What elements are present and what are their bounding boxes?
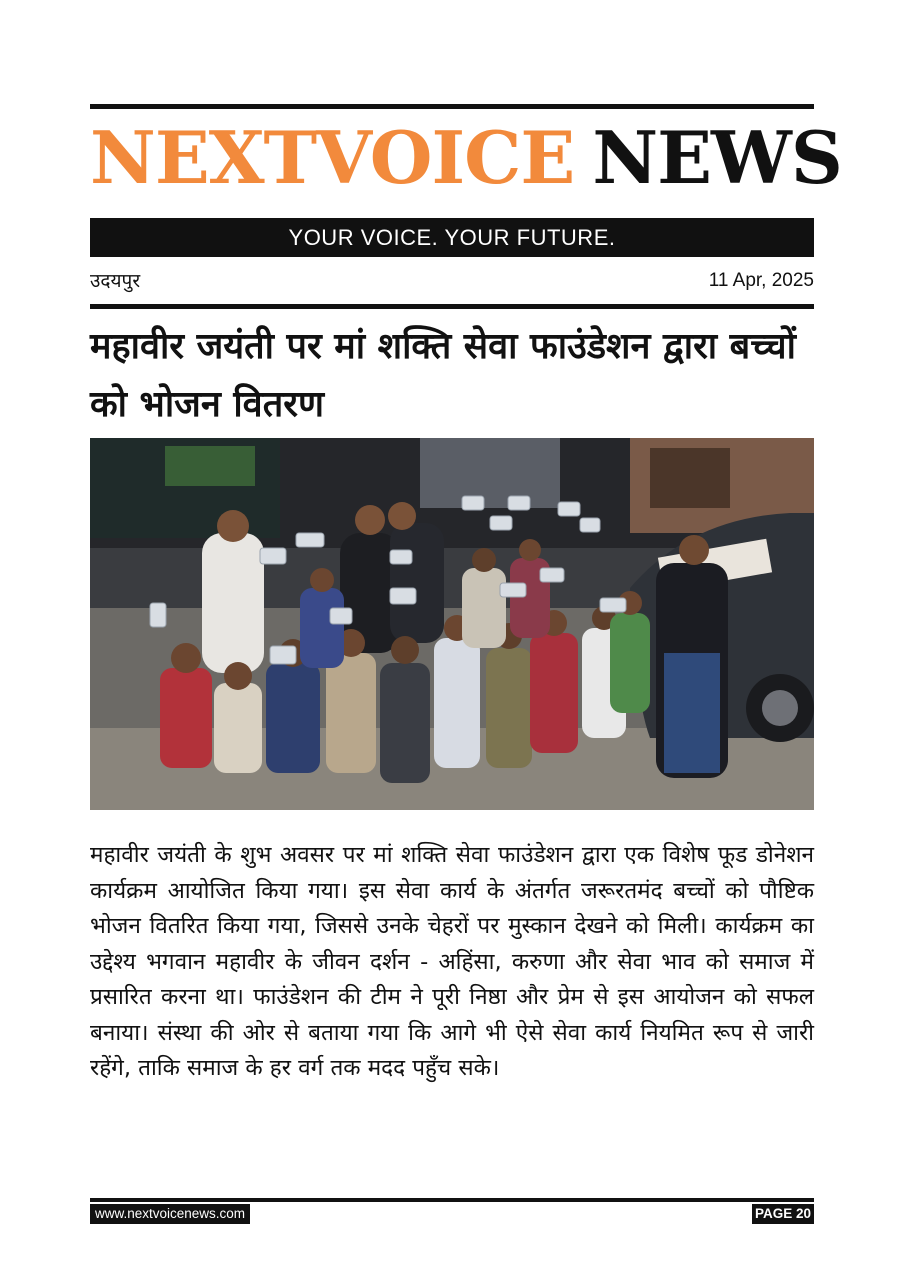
tagline-bar: YOUR VOICE. YOUR FUTURE. xyxy=(90,218,814,257)
dateline xyxy=(90,266,814,296)
article-body: महावीर जयंती के शुभ अवसर पर मां शक्ति सेवा फाउंडेशन द्वारा एक विशेष फूड डोनेशन कार्यक्रम आयोजित किया गया। इस सेवा कार्य के अंतर्गत जरूरतमंद बच्चों को पौष्टिक भोजन वितरित किया गया, जिससे उनके चेहरों पर मुस्कान देखने को मिली। कार्यक्रम का उद्देश्य भगवान महावीर के जीवन दर्शन - अहिंसा, करुणा और सेवा भाव को समाज में प्रसारित करना था। फाउंडेशन की टीम ने पूरी निष्ठा और प्रेम से इस आयोजन को सफल बनाया। संस्था की ओर से बताया गया कि आगे भी ऐसे सेवा कार्य नियमित रूप से जारी रहेंगे, ताकि समाज के हर वर्ग तक मदद पहुँच सके। xyxy=(90,842,814,1081)
footer-page-number: PAGE 20 xyxy=(752,1204,814,1224)
footer-website-link[interactable]: www.nextvoicenews.com xyxy=(90,1204,250,1224)
article-photo xyxy=(90,438,814,810)
photo-illustration xyxy=(90,438,814,810)
dateline-date: 11 Apr, 2025 xyxy=(708,270,814,291)
header-rule xyxy=(90,304,814,309)
masthead-brand-nextvoice: NEXTVOICE xyxy=(90,115,575,200)
top-rule xyxy=(90,104,814,109)
article-headline: महावीर जयंती पर मां शक्ति सेवा फाउंडेशन द्वारा बच्चों को भोजन वितरण xyxy=(90,326,796,425)
masthead xyxy=(90,115,842,200)
footer-rule xyxy=(90,1198,814,1202)
masthead-brand-news: NEWS xyxy=(592,115,842,200)
dateline-city: उदयपुर xyxy=(90,270,141,292)
